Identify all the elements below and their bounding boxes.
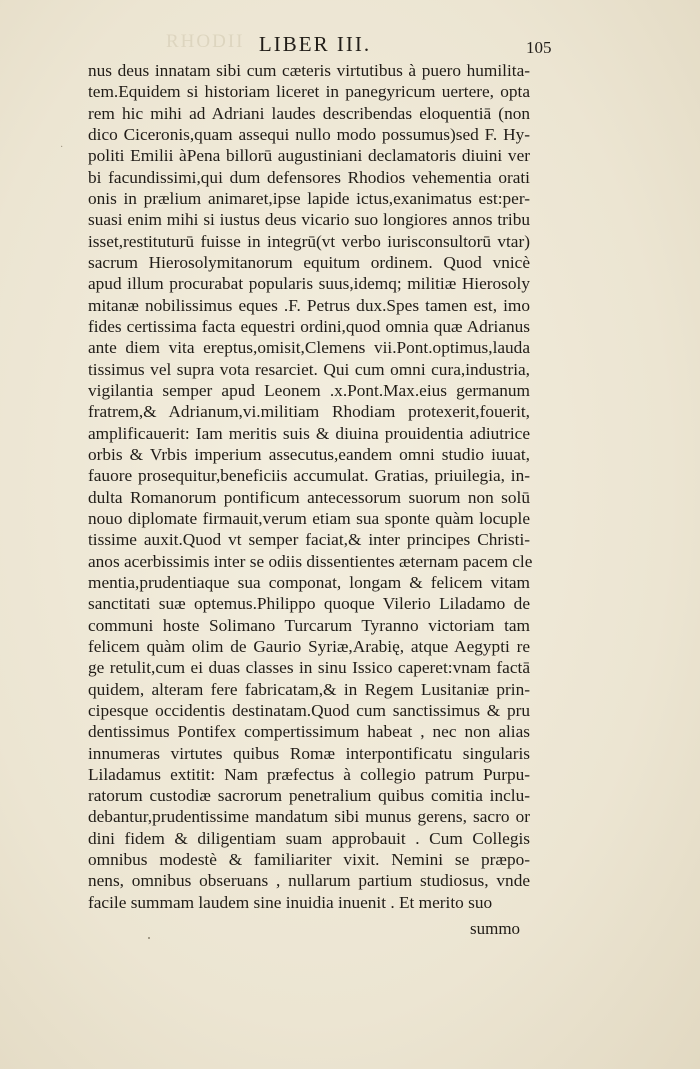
text-line: amplificauerit: Iam meritis suis & diuina prouidentia adiutrice — [88, 423, 530, 443]
running-title: LIBER III. — [258, 32, 372, 56]
text-line: tem.Equidem si historiam liceret in panegyricum uertere, opta — [88, 82, 530, 102]
text-line: rem hic mihi ad Adriani laudes describendas eloquentiā (non — [88, 103, 530, 123]
text-line: facile summam laudem sine inuidia inuenit . Et merito suo — [88, 892, 493, 912]
text-line: tissime auxit.Quod vt semper faciat,& inter principes Christi- — [88, 530, 530, 550]
text-line: nus deus innatam sibi cum cæteris virtutibus à puero humilita- — [88, 61, 530, 80]
text-line: anos acerbissimis inter se odiis dissentientes æternam pacem cle — [88, 551, 533, 571]
text-line: bi facundissimi,qui dum defensores Rhodios vehementia orati — [88, 167, 530, 187]
text-line: Liladamus extitit: Nam præfectus à collegio patrum Purpu- — [88, 764, 530, 784]
text-line: apud illum procurabat popularis suus,idemq; militiæ Hierosoly — [88, 274, 530, 294]
text-line: dulta Romanorum pontificum antecessorum suorum non solū — [88, 487, 530, 507]
text-line: fratrem,& Adrianum,vi.militiam Rhodiam protexerit,fouerit, — [88, 402, 530, 422]
text-line: politi Emilii àPena billorū augustiniani declamatoris diuini ver — [88, 146, 530, 166]
show-through-text: RHODII — [166, 31, 245, 52]
text-line: sanctitati suæ optemus.Philippo quoque Vilerio Liladamo de — [88, 594, 530, 614]
folio-number: 105 — [526, 38, 552, 57]
text-line: vigilantia semper apud Leonem .x.Pont.Max.eius germanum — [88, 380, 530, 400]
text-line: debantur,prudentissime mandatum sibi munus gerens, sacro or — [88, 807, 530, 827]
text-line: innumeras virtutes quibus Romæ interpontificatu singularis — [88, 743, 530, 763]
text-line: fauore prosequitur,beneficiis accumulat. Gratias, priuilegia, in- — [88, 466, 530, 486]
text-line: dini fidem & diligentiam suam approbauit . Cum Collegis — [88, 828, 530, 848]
text-line: cipesque occidentis destinatam.Quod cum sanctissimus & pru — [88, 700, 530, 720]
text-line: mentia,prudentiaque sua componat, longam & felicem vitam — [88, 572, 530, 592]
text-line: nens, omnibus obseruans , nullarum partium studiosus, vnde — [88, 871, 530, 891]
text-line: isset,restituturū fuisse in integrū(vt verbo iurisconsultorū vtar) — [88, 231, 530, 251]
text-line: dentissimus Pontifex compertissimum habeat , nec non alias — [88, 722, 530, 742]
catchword: summo — [470, 919, 521, 938]
text-line: quidem, alteram fere fabricatam,& in Regem Lusitaniæ prin- — [88, 679, 530, 699]
text-line: sacrum Hierosolymitanorum equitum ordinem. Quod vnicè — [88, 252, 530, 272]
text-line: communi hoste Solimano Turcarum Tyranno victoriam tam — [88, 615, 530, 635]
text-line: ratorum custodiæ sacrorum penetralium quibus comitia inclu- — [88, 786, 530, 806]
text-line: orbis & Vrbis imperium assecutus,eandem omni studio iuuat, — [88, 444, 530, 464]
text-line: tissimus vel supra vota resarciet. Qui cum omni cura,industria, — [88, 359, 530, 379]
text-line: dico Ciceronis,quam assequi nullo modo possumus)sed F. Hy- — [88, 124, 530, 144]
text-block — [88, 60, 533, 913]
text-line: nouo diplomate firmauit,verum etiam sua sponte quàm locuple — [88, 508, 530, 528]
text-line: felicem quàm olim de Gaurio Syriæ,Arabię, atque Aegypti re — [88, 636, 530, 656]
text-line: fides certissima facta equestri ordini,quod omnia quæ Adrianus — [88, 316, 530, 336]
text-line: onis in prælium animaret,ipse lapide ictus,exanimatus est:per- — [88, 188, 530, 208]
text-line: ge retulit,cum ei duas classes in sinu Issico caperet:vnam factā — [88, 658, 530, 678]
paper-speck — [148, 937, 150, 939]
text-line: mitanæ nobilissimus eques .F. Petrus dux.Spes tamen est, imo — [88, 295, 530, 315]
text-line: omnibus modestè & familiariter vixit. Nemini se præpo- — [88, 850, 530, 870]
text-line: ante diem vita ereptus,omisit,Clemens vii.Pont.optimus,lauda — [88, 338, 530, 358]
text-line: suasi enim mihi si iustus deus vicario suo longiores annos tribu — [88, 210, 530, 230]
margin-mark: · — [60, 142, 64, 153]
